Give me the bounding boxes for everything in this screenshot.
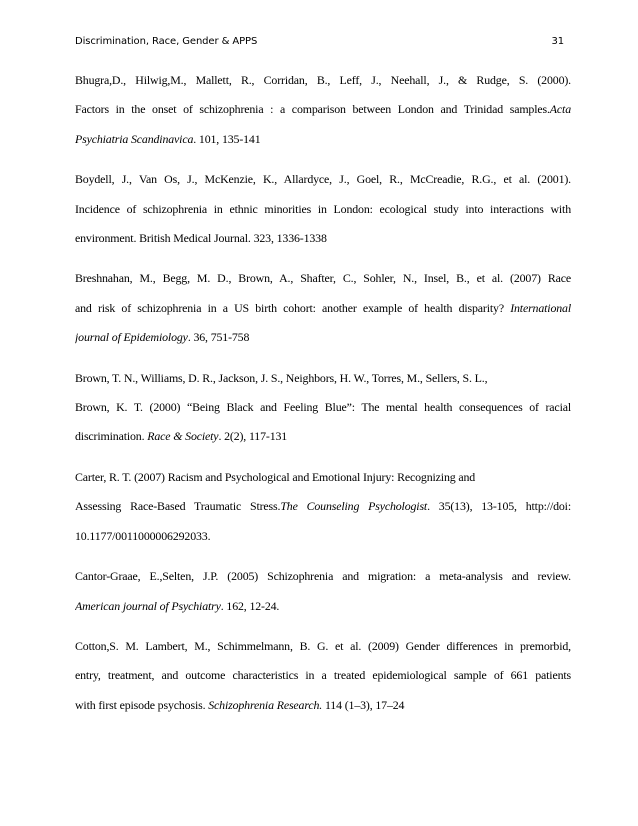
text-run: Assessing Race-Based Traumatic Stress.	[75, 499, 281, 514]
reference-line	[75, 522, 571, 551]
text-run: discrimination.	[75, 429, 148, 444]
reference-entry	[75, 463, 571, 551]
text-run: Bhugra,D., Hilwig,M., Mallett, R., Corridan, B., Leff, J., Neehall, J., & Rudge, S. (2000).	[75, 73, 571, 87]
text-run: . 36, 751-758	[187, 330, 250, 345]
text-run: with first episode psychosis.	[75, 697, 209, 712]
reference-line	[75, 66, 571, 95]
reference-entry	[75, 364, 571, 452]
reference-line	[75, 364, 571, 393]
text-run: Cantor-Graae, E.,Selten, J.P. (2005) Schizophrenia and migration: a meta-analysis and review.	[75, 569, 571, 584]
italic-text: Acta	[549, 102, 571, 117]
reference-line	[75, 562, 571, 591]
reference-line	[75, 463, 571, 492]
text-run: and risk of schizophrenia in a US birth cohort: another example of health disparity?	[75, 300, 511, 315]
reference-line	[75, 294, 571, 323]
reference-line	[75, 323, 571, 352]
text-run: Cotton,S. M. Lambert, M., Schimmelmann, B. G. et al. (2009) Gender differences in premorbid,	[75, 638, 571, 653]
text-run: entry, treatment, and outcome characteristics in a treated epidemiological sample of 661 patients	[75, 668, 571, 683]
reference-entry	[75, 632, 571, 720]
text-run: . 35(13), 13-105, http://doi:	[427, 499, 571, 514]
text-run: Factors in the onset of schizophrenia : a comparison between London and Trinidad samples.	[75, 102, 550, 117]
reference-list	[75, 66, 571, 731]
text-run: 114 (1–3), 17–24	[322, 697, 405, 712]
italic-text: International	[510, 300, 571, 315]
text-run: Carter, R. T. (2007) Racism and Psychological and Emotional Injury: Recognizing and	[75, 469, 476, 484]
text-run: 10.1177/0011000006292033.	[75, 528, 211, 543]
reference-line	[75, 195, 571, 224]
reference-line	[75, 592, 571, 621]
text-run: Breshnahan, M., Begg, M. D., Brown, A., Shafter, C., Sohler, N., Insel, B., et al. (2007) Race	[75, 271, 571, 286]
reference-line	[75, 393, 571, 422]
italic-text: American journal of Psychiatry	[75, 598, 221, 613]
text-run: Brown, K. T. (2000) “Being Black and Feeling Blue”: The mental health consequences of racial	[75, 400, 571, 415]
page-number: 31	[551, 36, 564, 47]
reference-line	[75, 691, 571, 720]
reference-line	[75, 661, 571, 690]
reference-line	[75, 125, 571, 154]
reference-line	[75, 165, 571, 194]
italic-text: Psychiatria Scandinavica	[75, 131, 194, 146]
italic-text: journal of Epidemiology	[75, 330, 188, 345]
text-run: . 162, 12-24.	[220, 598, 280, 613]
italic-text: Race & Society	[147, 429, 219, 444]
reference-entry	[75, 264, 571, 352]
reference-line	[75, 492, 571, 521]
text-run: . 101, 135-141	[193, 131, 261, 146]
text-run: Incidence of schizophrenia in ethnic minorities in London: ecological study into interactions with	[75, 201, 571, 216]
reference-line	[75, 95, 571, 124]
text-run: . 2(2), 117-131	[218, 429, 288, 444]
reference-line	[75, 224, 571, 253]
reference-line	[75, 264, 571, 293]
text-run: Boydell, J., Van Os, J., McKenzie, K., Allardyce, J., Goel, R., McCreadie, R.G., et al. (2001).	[75, 172, 571, 187]
reference-entry	[75, 66, 571, 154]
reference-entry	[75, 562, 571, 621]
reference-line	[75, 422, 571, 451]
reference-entry	[75, 165, 571, 253]
running-header	[75, 36, 564, 52]
text-run: environment. British Medical Journal. 323, 1336-1338	[75, 231, 327, 246]
italic-text: The Counseling Psychologist	[280, 499, 428, 514]
running-header-title: Discrimination, Race, Gender & APPS	[75, 36, 258, 47]
italic-text: Schizophrenia Research.	[208, 697, 323, 712]
reference-line	[75, 632, 571, 661]
text-run: Brown, T. N., Williams, D. R., Jackson, J. S., Neighbors, H. W., Torres, M., Sellers, S. L.,	[75, 370, 488, 385]
